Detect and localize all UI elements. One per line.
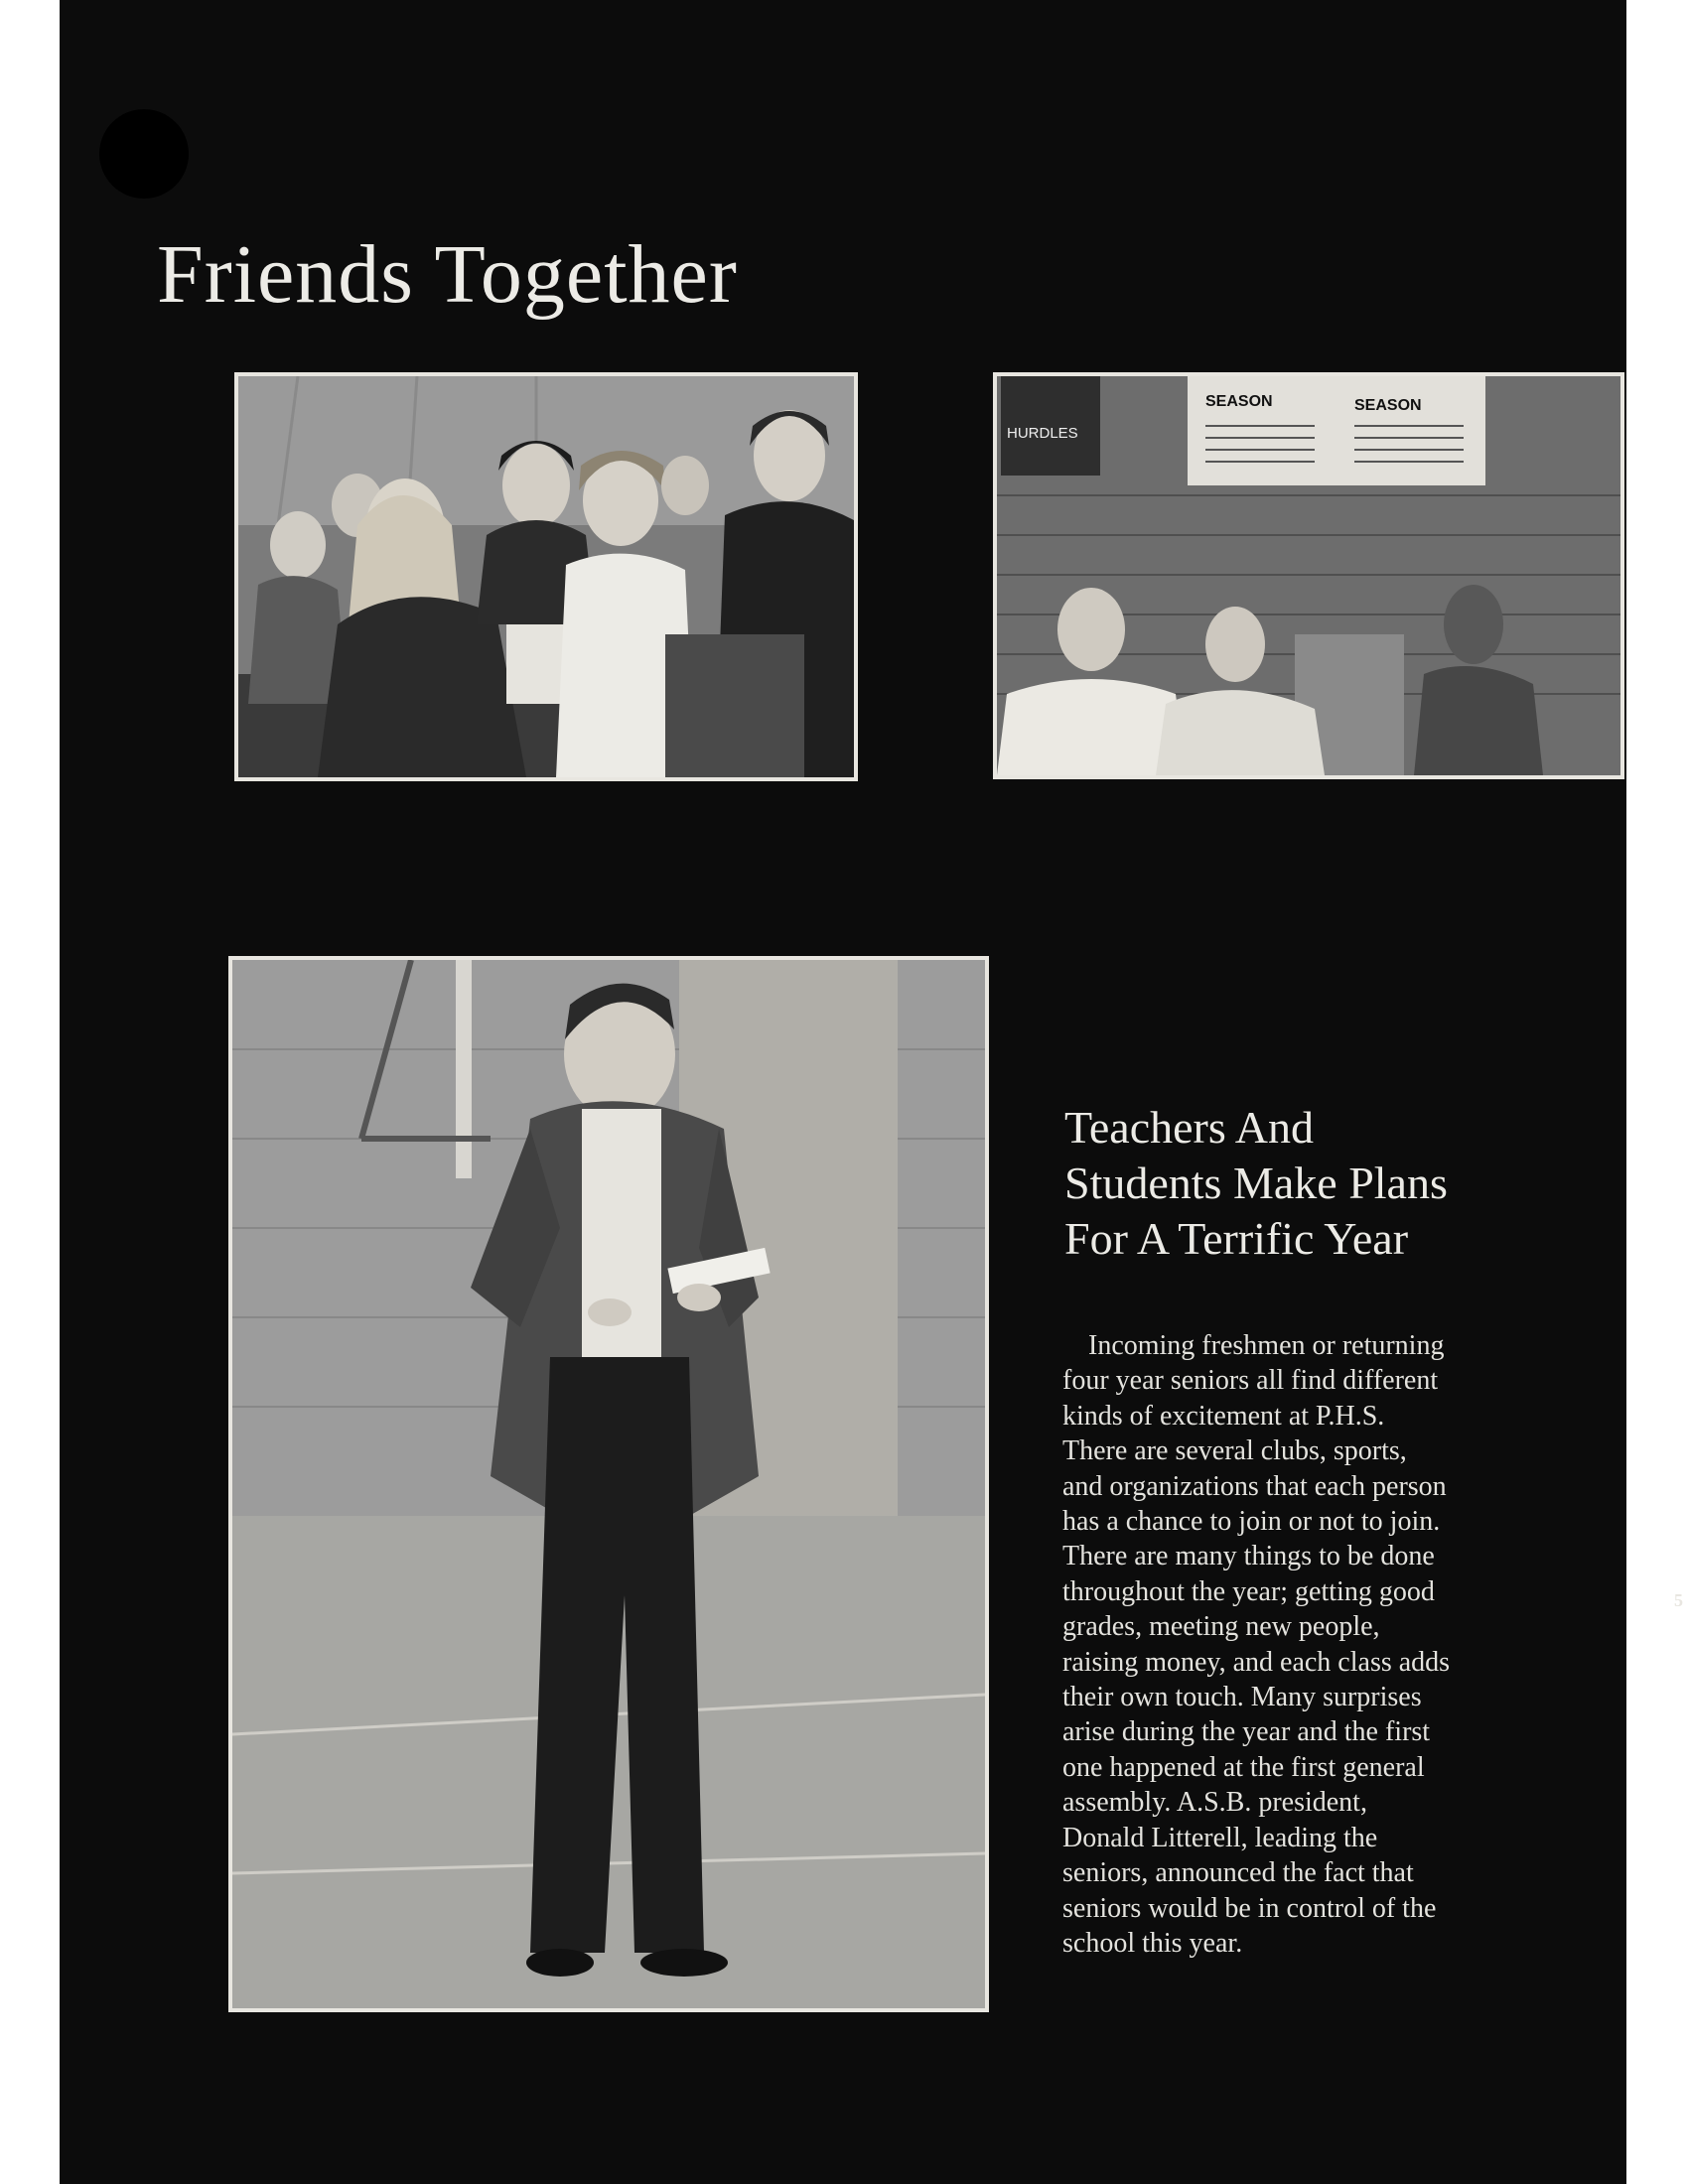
photo-teacher-image: [232, 960, 985, 2008]
body-line: grades, meeting new people,: [1062, 1611, 1380, 1643]
body-line: seniors, announced the fact that: [1062, 1857, 1414, 1889]
body-line: one happened at the first general: [1062, 1751, 1425, 1783]
body-line: raising money, and each class adds: [1062, 1646, 1451, 1678]
body-line: kinds of excitement at P.H.S.: [1062, 1400, 1385, 1432]
photo-students-in-bleachers: [234, 372, 858, 781]
photo-students-image: [238, 376, 854, 777]
hurdles-label: HURDLES: [1007, 425, 1078, 442]
headline-line: Teachers And: [1064, 1102, 1314, 1153]
body-line: Donald Litterell, leading the: [1062, 1822, 1378, 1853]
article-headline: [1064, 1100, 1620, 1267]
sign-right-label: SEASON: [1354, 397, 1422, 414]
body-line: and organizations that each person: [1062, 1470, 1447, 1502]
body-line: assembly. A.S.B. president,: [1062, 1787, 1367, 1819]
body-line: has a chance to join or not to join.: [1062, 1506, 1441, 1538]
photo-teachers-image: [997, 376, 1620, 775]
body-line: throughout the year; getting good: [1062, 1575, 1435, 1607]
photo-teacher-reading-paper: [228, 956, 989, 2012]
body-line: There are several clubs, sports,: [1062, 1435, 1407, 1467]
body-line: their own touch. Many surprises: [1062, 1682, 1422, 1713]
body-line: seniors would be in control of the: [1062, 1892, 1437, 1924]
yearbook-page: [60, 0, 1683, 2184]
page-number: 5: [1674, 1590, 1683, 1610]
binder-hole: [99, 109, 189, 199]
article-body: [1062, 1328, 1658, 1961]
headline-line: Students Make Plans: [1064, 1158, 1448, 1208]
page-title: Friends Together: [157, 228, 738, 321]
body-line: Incoming freshmen or returning: [1088, 1330, 1445, 1361]
body-line: school this year.: [1062, 1927, 1243, 1959]
headline-line: For A Terrific Year: [1064, 1213, 1409, 1264]
body-line: arise during the year and the first: [1062, 1716, 1431, 1748]
body-line: There are many things to be done: [1062, 1541, 1435, 1572]
sign-left-label: SEASON: [1205, 393, 1273, 410]
photo-teachers-at-wall: [993, 372, 1624, 779]
body-line: four year seniors all find different: [1062, 1365, 1439, 1397]
